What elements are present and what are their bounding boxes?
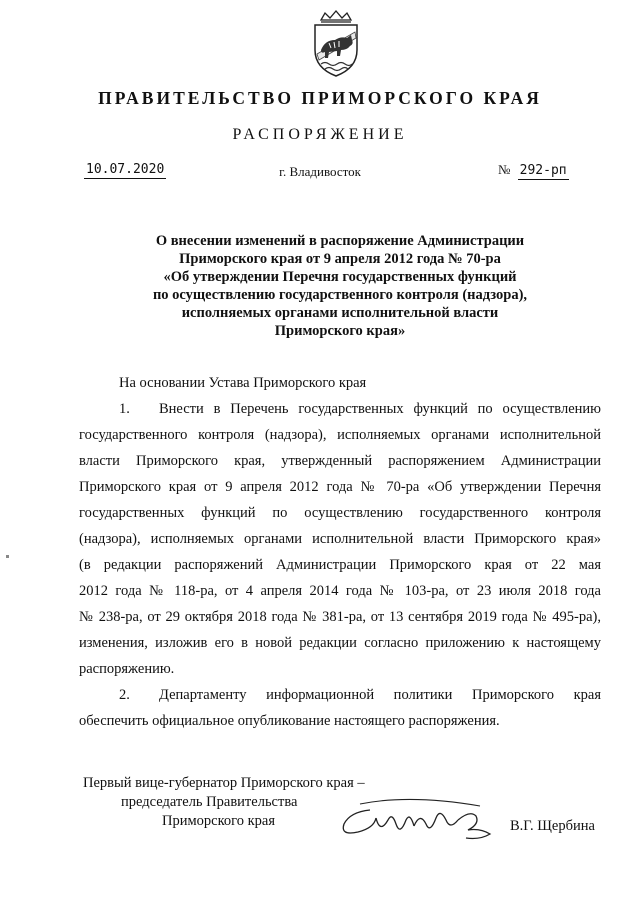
position-line: Первый вице-губернатор Приморского края – (83, 775, 365, 791)
coat-of-arms-icon (307, 10, 365, 78)
item-1-first-line (79, 396, 601, 422)
position-line: Приморского края (162, 813, 276, 829)
item-1-line: (в редакции распоряжений Администрации Приморского края от 22 мая (79, 557, 601, 573)
heading-line: исполняемых органами исполнительной власти (181, 305, 499, 321)
heading-line: «Об утверждении Перечня государственных функций (163, 269, 517, 285)
position-line: председатель Правительства (121, 794, 298, 810)
government-title: ПРАВИТЕЛЬСТВО ПРИМОРСКОГО КРАЯ (98, 88, 542, 108)
document-number (498, 162, 569, 178)
preamble: На основании Устава Приморского края (119, 375, 367, 391)
scan-dot (6, 555, 9, 558)
document-city: г. Владивосток (279, 164, 361, 179)
item-1-line: государственных функций по осуществлению государственного контроля (79, 505, 601, 521)
heading-line: по осуществлению государственного контроля (надзора), (152, 287, 528, 303)
handwritten-signature (330, 790, 510, 850)
number-sign: № (498, 162, 511, 177)
document-date: 10.07.2020 (86, 162, 165, 177)
item-1-line: изменения, изложив его в новой редакции согласно приложению к настоящему (79, 635, 601, 651)
document-body (79, 370, 601, 734)
item-2-first-line (79, 682, 601, 708)
heading-line: Приморского края от 9 апреля 2012 года № 70-ра (179, 251, 501, 267)
item-1-line: государственного контроля (надзора), исполняемых органами исполнительной (79, 427, 601, 443)
item-2-number: 2. (119, 687, 130, 703)
item-1-line: Внести в Перечень государственных функций по осуществлению (159, 401, 601, 417)
heading-line: Приморского края» (274, 323, 406, 339)
signatory-position (83, 774, 363, 831)
item-1-line: распоряжению. (79, 661, 175, 677)
item-2-line: обеспечить официальное опубликование настоящего распоряжения. (79, 713, 500, 729)
heading-line: О внесении изменений в распоряжение Администрации (155, 233, 525, 249)
item-1-line: № 238-ра, от 29 октября 2018 года № 381-ра, от 13 сентября 2019 года № 495-ра), (79, 609, 601, 625)
document-meta-row (0, 162, 640, 186)
document-heading (100, 232, 580, 340)
document-type: РАСПОРЯЖЕНИЕ (232, 126, 408, 143)
document-number-value: 292-рп (519, 163, 567, 178)
item-1-line: (надзора), исполняемых органами исполнительной власти Приморского края» (79, 531, 601, 547)
item-2-line: Департаменту информационной политики Приморского края (159, 687, 601, 703)
item-1-number: 1. (119, 401, 130, 417)
item-1-line: Приморского края от 9 апреля 2012 года № 70-ра «Об утверждении Перечня (79, 479, 601, 495)
item-1-line: власти Приморского края, утвержденный распоряжением Администрации (79, 453, 601, 469)
signer-name: В.Г. Щербина (510, 818, 595, 834)
item-1-line: 2012 года № 118-ра, от 4 апреля 2014 года № 103-ра, от 23 июля 2018 года (79, 583, 601, 599)
